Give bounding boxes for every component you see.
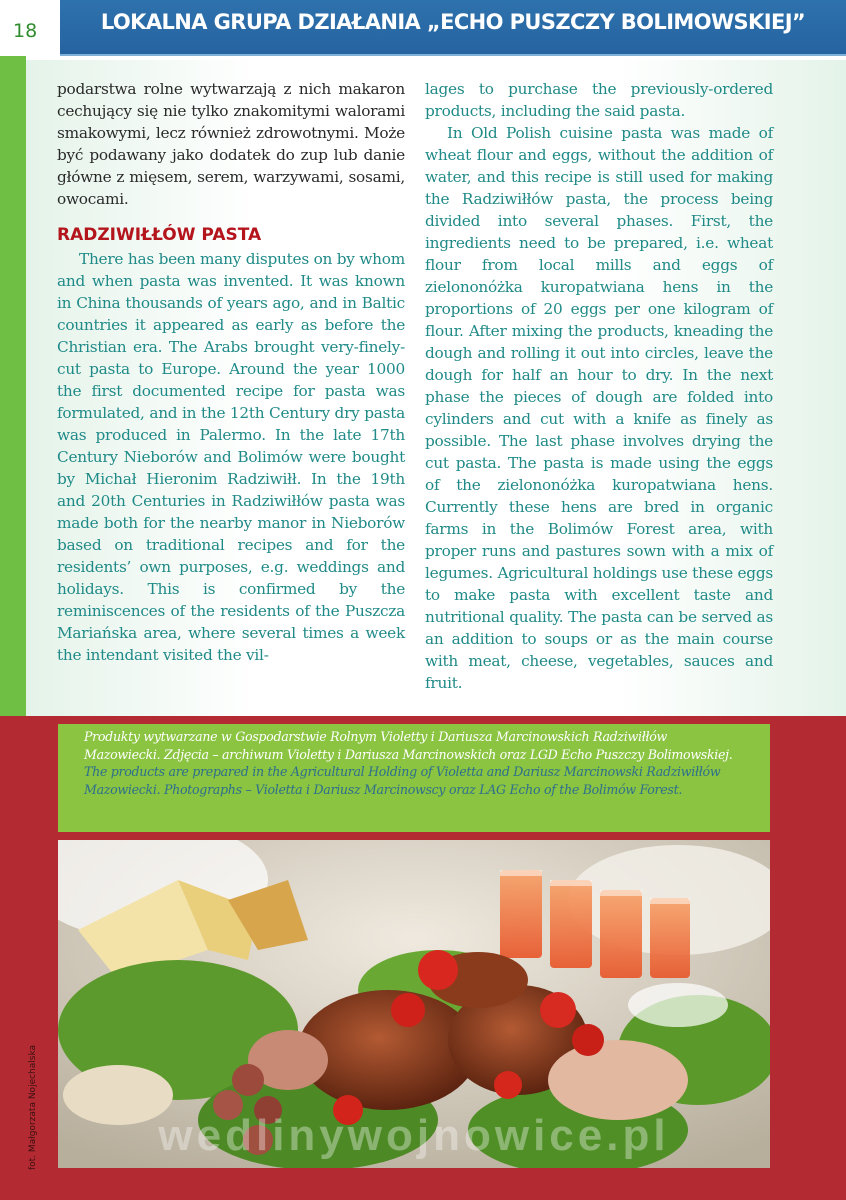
right-paragraph-recipe: In Old Polish cuisine pasta was made of wheat flour and eggs, without the addition of water, and this recipe is still used for making the Radziwiłłów pasta, the process being divided into several phases. First, the ingredients need to be prepared, i.e. wheat flour from local mills and eggs of zielononóżka kuropatwiana hens in the proportions of 20 eggs per one kilogram of flour. After mixing the products, kneading the dough and rolling it out into circles, leave the dough for half an hour to dry. In the next phase the pieces of dough are folded into cylinders and cut with a knife as finely as possible. The last phase involves drying the cut pasta. The pasta is made using the eggs of the zielononóżka kuropatwiana hens. Currently these hens are bred in organic farms in the Bolimów Forest area, with proper runs and pastures sown with a mix of legumes. Agricultural holdings use these eggs to make pasta with excellent taste and nutritional quality. The pasta can be served as an addition to soups or as the main course with meat, cheese, vegetables, sauces and fruit. [425, 124, 773, 692]
header-title: LOKALNA GRUPA DZIAŁANIA „ECHO PUSZCZY BOLIMOWSKIEJ” [100, 10, 806, 34]
photo-watermark: wedlinywojnowice.pl [158, 1111, 670, 1160]
right-text-column [425, 78, 773, 694]
english-history-paragraph: There has been many disputes on by whom and when pasta was invented. It was known in China thousands of years ago, and in Baltic countries it appeared as early as before the Christian era. The Arabs brought very-finely-cut pasta to Europe. Around the year 1000 the first documented recipe for pasta was formulated, and in the 12th Century dry pasta was produced in Palermo. In the late 17th Century Nieborów and Bolimów were bought by Michał Hieronim Radziwiłł. In the 19th and 20th Centuries in Radziwiłłów pasta was made both for the nearby manor in Nieborów based on traditional recipes and for the residents’ own purposes, e.g. weddings and holidays. This is confirmed by the reminiscences of the residents of the Puszcza Mariańska area, where several times a week the intendant visited the vil- [57, 250, 405, 664]
caption-polish: Produkty wytwarzane w Gospodarstwie Rolnym Violetty i Dariusza Marcinowskich Radziwiłłów Mazowiecki. Zdjęcia – archiwum Violetty i Dariusza Marcinowskich oraz LGD Echo Puszczy Bolimowskiej. [84, 729, 733, 762]
section-title: RADZIWIŁŁÓW PASTA [57, 225, 262, 245]
food-platter-photo [58, 840, 770, 1168]
food-platter-illustration [58, 840, 770, 1168]
page-header-banner [60, 0, 846, 60]
left-text-column [57, 78, 405, 666]
left-green-margin-bar [0, 0, 26, 720]
white-plate [628, 983, 728, 1027]
right-paragraph-continuation: lages to purchase the previously-ordered products, including the said pasta. [425, 80, 773, 120]
polish-intro-paragraph: podarstwa rolne wytwarzają z nich makaron cechujący się nie tylko znakomitymi walorami smakowymi, lecz również zdrowotnymi. Może być podawany jako dodatek do zup lub danie główne z mięsem, serem, warzywami, sosami, owocami. [57, 80, 405, 208]
caption-english: The products are prepared in the Agricultural Holding of Violetta and Dariusz Marcinowski Radziwiłłów Mazowiecki. Photographs – Violetta i Dariusz Marcinowscy oraz LAG Echo of the Bolimów Forest. [84, 764, 721, 797]
photo-caption-box [58, 724, 770, 832]
photo-credit: fot. Małgorzata Nojechalska [28, 1044, 38, 1170]
page-number: 18 [0, 0, 60, 56]
spread-bowl [63, 1065, 173, 1125]
